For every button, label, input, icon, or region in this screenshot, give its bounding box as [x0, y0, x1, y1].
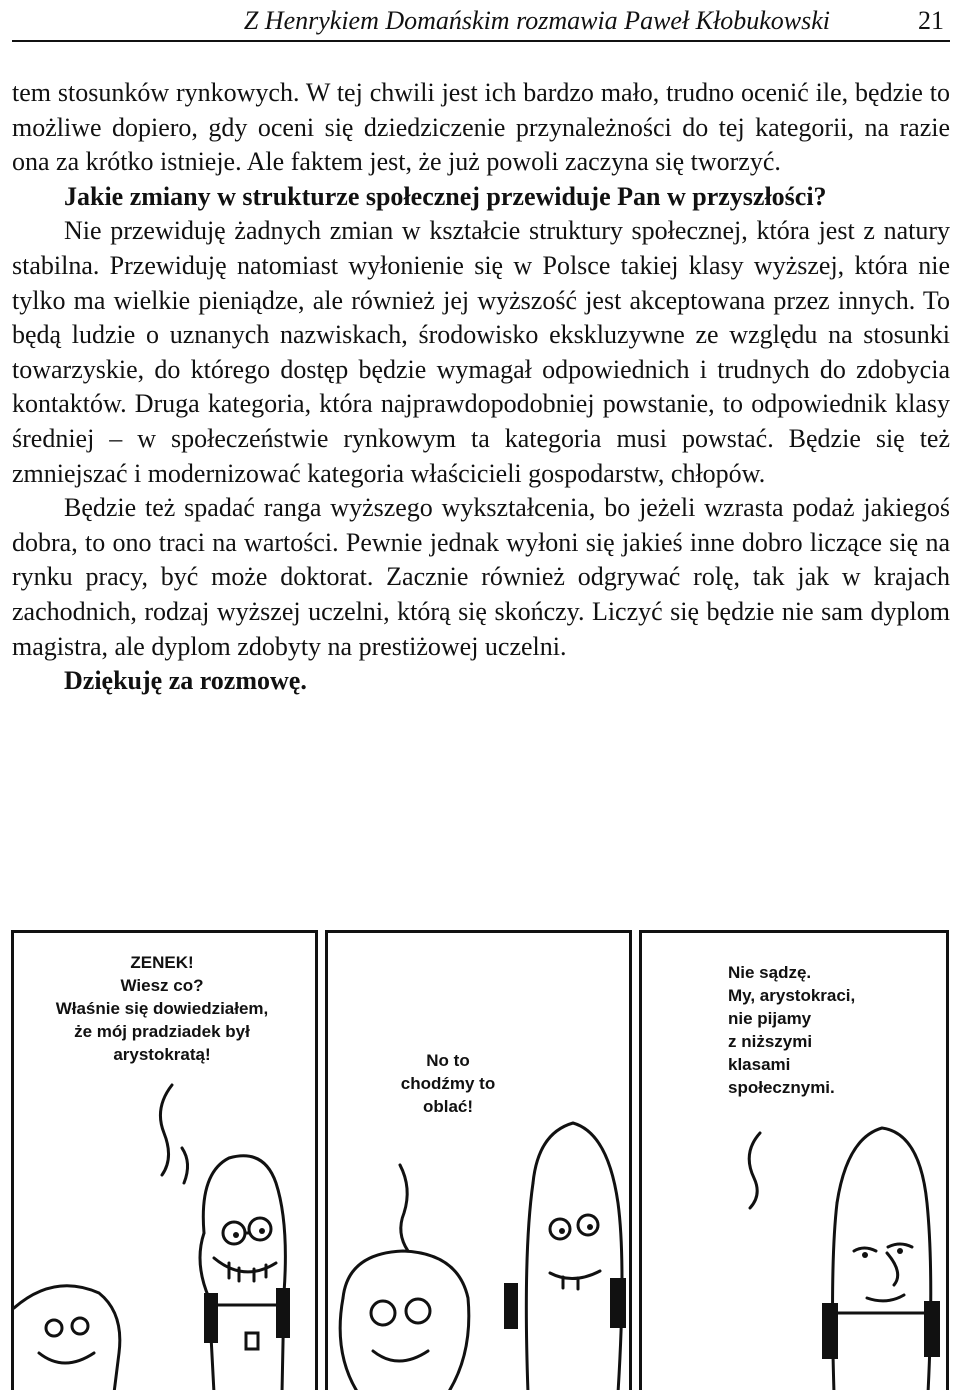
speech-line: No to — [426, 1051, 470, 1070]
interview-question: Jakie zmiany w strukturze społecznej przewiduje Pan w przyszłości? — [64, 181, 827, 211]
panel-3-illustration — [642, 933, 949, 1390]
speech-line: że mój pradziadek był — [74, 1022, 250, 1041]
panel-1-illustration — [14, 933, 318, 1390]
speech-line: z niższymi — [728, 1032, 813, 1051]
comic-panel-1 — [11, 930, 318, 1390]
header-title: Z Henrykiem Domańskim rozmawia Paweł Kłobukowski — [243, 6, 830, 35]
article-body — [12, 76, 950, 699]
speech-line: oblać! — [422, 1097, 474, 1116]
comic-panel-2 — [325, 930, 632, 1390]
speech-line: chodźmy to — [400, 1074, 496, 1093]
speech-line: arystokratą! — [113, 1045, 211, 1064]
speech-line: Właśnie się dowiedziałem, — [55, 999, 269, 1018]
speech-line: klasami — [728, 1055, 791, 1074]
speech-line: Nie sądzę. — [728, 963, 812, 982]
comic-panel-3 — [639, 930, 949, 1390]
page-number: 21 — [918, 6, 944, 35]
speech-line: społecznymi. — [728, 1078, 835, 1097]
speech-line: ZENEK! — [130, 953, 194, 972]
panel-2-illustration — [328, 933, 632, 1390]
speech-line: nie pijamy — [728, 1009, 812, 1028]
comic-strip — [11, 930, 949, 1390]
paragraph: Będzie też spadać ranga wyższego wykształcenia, bo jeżeli wzrasta podaż jakiegoś dobra, to ono traci na wartości. Pewnie jednak wyłoni się jakieś inne dobro liczące się na rynku pracy, być może doktorat. Zacznie również odgrywać rolę, tak jak w krajach zachodnich, rodzaj wyższej uczelni, którą się skończy. Liczyć się będzie nie sam dyplom magistra, ale dyplom zdobyty na prestiżowej uczelni. — [12, 493, 950, 661]
speech-line: Wiesz co? — [120, 976, 204, 995]
closing-thanks: Dziękuję za rozmowę. — [64, 666, 307, 696]
speech-line: My, arystokraci, — [728, 986, 856, 1005]
running-header — [12, 0, 950, 42]
paragraph: tem stosunków rynkowych. W tej chwili jest ich bardzo mało, trudno ocenić ile, będzie to możliwe dopiero, gdy oceni się dziedziczenie przynależności do tej kategorii, na razie ona za krótko istnieje. Ale faktem jest, że już powoli zaczyna się tworzyć. — [12, 78, 950, 177]
paragraph: Nie przewiduję żadnych zmian w kształcie struktury społecznej, która jest z natury stabilna. Przewiduję natomiast wyłonienie się w Polsce takiej klasy wyższej, która nie tylko ma wielkie pieniądze, ale również jej wyższość jest akceptowana przez innych. To będą ludzie o uznanych nazwiskach, środowisko ekskluzywne ze względu na stosunki towarzyskie, do którego dostęp będzie wymagał odpowiednich i trudnych do zdobycia kontaktów. Druga kategoria, która najprawdopodobniej powstanie, to odpowiednik klasy średniej – w społeczeństwie rynkowym ta kategoria musi powstać. Będzie się też zmniejszać i modernizować kategoria właścicieli gospodarstw, chłopów. — [12, 216, 950, 488]
